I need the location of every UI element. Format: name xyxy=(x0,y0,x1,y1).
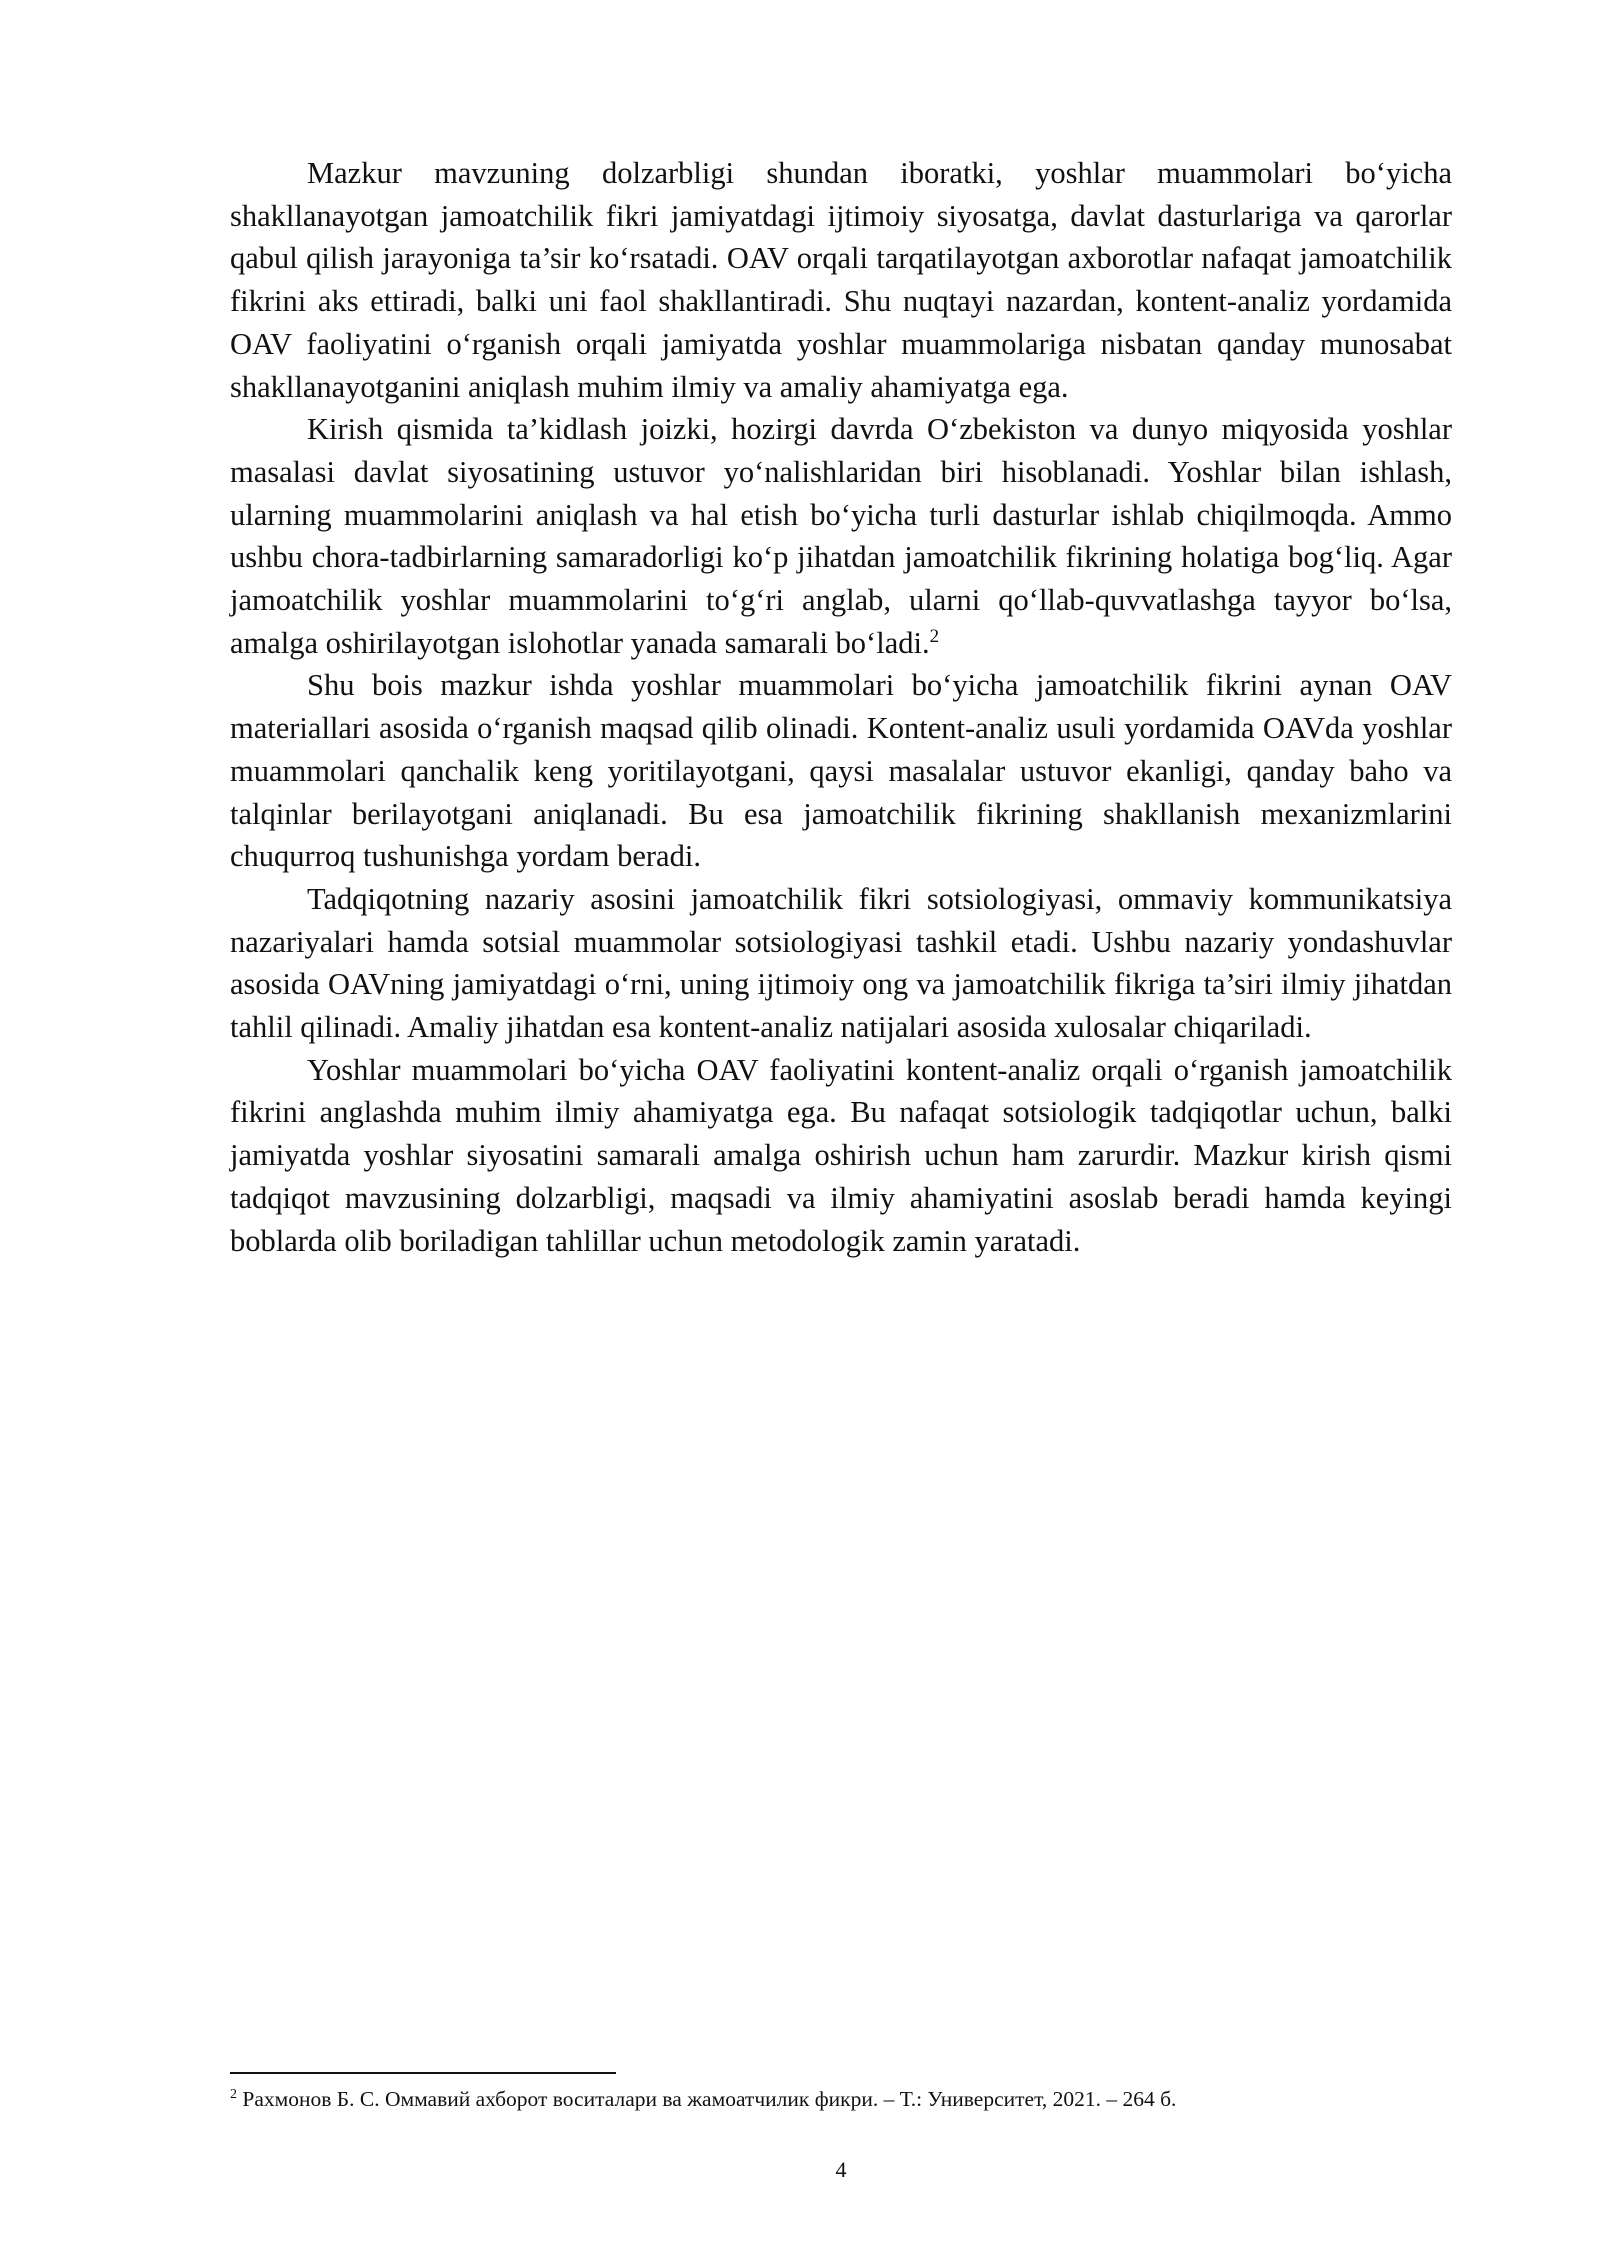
page-number: 4 xyxy=(835,2157,847,2182)
paragraph-text: Tadqiqotning nazariy asosini jamoatchilik fikri sotsiologiyasi, ommaviy kommunikatsiya nazariyalari hamda sotsial muammolar sotsiologiyasi tashkil etadi. Ushbu nazariy yondashuvlar asosida OAVning jamiyatdagi o‘rni, uning ijtimoiy ong va jamoatchilik fikriga ta’siri ilmiy jihatdan tahlil qilinadi. Amaliy jihatdan esa kontent-analiz natijalari asosida xulosalar chiqariladi. xyxy=(230,881,1452,1045)
paragraph-text: Yoshlar muammolari bo‘yicha OAV faoliyatini kontent-analiz orqali o‘rganish jamoatchilik fikrini anglashda muhim ilmiy ahamiyatga ega. Bu nafaqat sotsiologik tadqiqotlar uchun, balki jamiyatda yoshlar siyosatini samarali amalga oshirish uchun ham zarurdir. Mazkur kirish qismi tadqiqot mavzusining dolzarbligi, maqsadi va ilmiy ahamiyatini asoslab beradi hamda keyingi boblarda olib boriladigan tahlillar uchun metodologik zamin yaratadi. xyxy=(230,1052,1452,1258)
footnote xyxy=(230,2084,1452,2114)
paragraph-relevance xyxy=(230,152,1452,408)
footnote-separator xyxy=(230,2072,616,2074)
footnote-reference[interactable]: 2 xyxy=(929,625,940,647)
paragraph-conclusion xyxy=(230,1049,1452,1263)
paragraph-introduction xyxy=(230,408,1452,664)
body-text xyxy=(230,152,1452,1262)
paragraph-text: Mazkur mavzuning dolzarbligi shundan iboratki, yoshlar muammolari bo‘yicha shakllanayotgan jamoatchilik fikri jamiyatdagi ijtimoiy siyosatga, davlat dasturlariga va qarorlar qabul qilish jarayoniga ta’sir ko‘rsatadi. OAV orqali tarqatilayotgan axborotlar nafaqat jamoatchilik fikrini aks ettiradi, balki uni faol shakllantiradi. Shu nuqtayi nazardan, kontent-analiz yordamida OAV faoliyatini o‘rganish orqali jamiyatda yoshlar muammolariga nisbatan qanday munosabat shakllanayotganini aniqlash muhim ilmiy va amaliy ahamiyatga ega. xyxy=(230,156,1452,404)
footnote-number: 2 xyxy=(230,2086,237,2102)
paragraph-theoretical-basis xyxy=(230,878,1452,1049)
footnote-text: Рахмонов Б. С. Оммавий ахборот воситалари ва жамоатчилик фикри. – Т.: Университет, 2021. – 264 б. xyxy=(242,2087,1177,2111)
paragraph-research-goal xyxy=(230,664,1452,878)
paragraph-text: Kirish qismida ta’kidlash joizki, hozirgi davrda O‘zbekiston va dunyo miqyosida yoshlar masalasi davlat siyosatining ustuvor yo‘nalishlaridan biri hisoblanadi. Yoshlar bilan ishlash, ularning muammolarini aniqlash va hal etish bo‘yicha turli dasturlar ishlab chiqilmoqda. Ammo ushbu chora-tadbirlarning samaradorligi ko‘p jihatdan jamoatchilik fikrining holatiga bog‘liq. Agar jamoatchilik yoshlar muammolarini to‘g‘ri anglab, ularni qo‘llab-quvvatlashga tayyor bo‘lsa, amalga oshirilayotgan islohotlar yanada samarali bo‘ladi. xyxy=(230,412,1452,660)
paragraph-text: Shu bois mazkur ishda yoshlar muammolari bo‘yicha jamoatchilik fikrini aynan OAV materiallari asosida o‘rganish maqsad qilib olinadi. Kontent-analiz usuli yordamida OAVda yoshlar muammolari qanchalik keng yoritilayotgani, qaysi masalalar ustuvor ekanligi, qanday baho va talqinlar berilayotgani aniqlanadi. Bu esa jamoatchilik fikrining shakllanish mexanizmlarini chuqurroq tushunishga yordam beradi. xyxy=(230,668,1452,874)
